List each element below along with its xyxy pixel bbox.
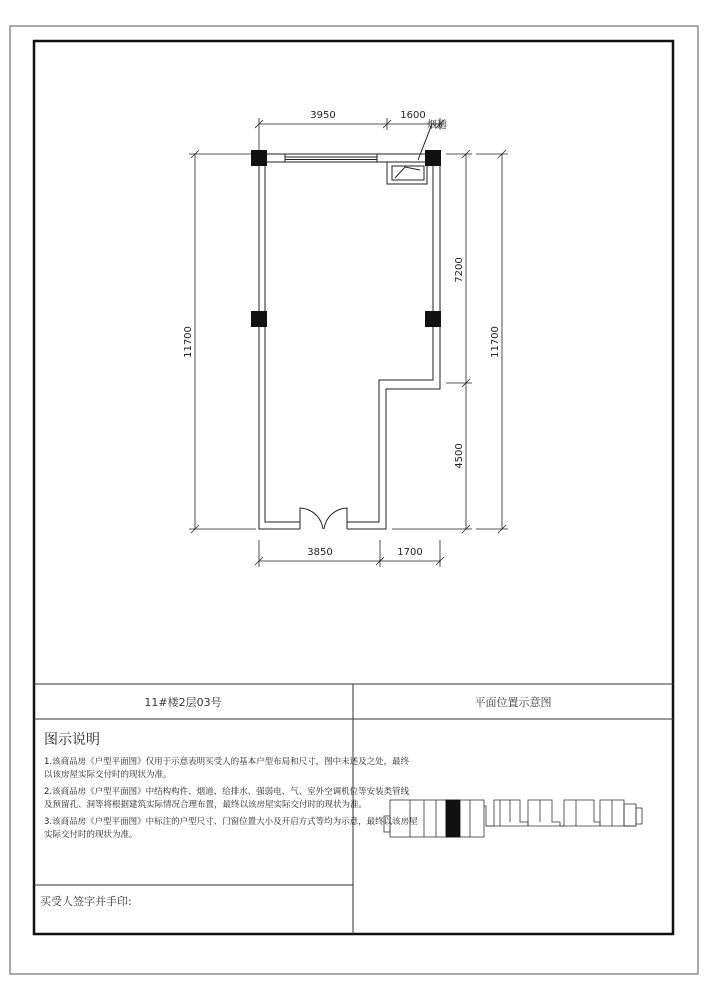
legend-line-3: 2.该商品房《户型平面图》中结构构件、烟道、给排水、强弱电、气、室外空调机位等安装类管线 <box>44 787 410 797</box>
key-plan <box>384 800 642 837</box>
current-unit-marker <box>446 800 460 837</box>
columns <box>251 150 441 327</box>
dim-right-lower: 4500 <box>454 443 465 469</box>
flue-box <box>387 162 427 184</box>
column <box>251 150 267 166</box>
legend-line-4: 及预留孔、洞等将根据建筑实际情况合理布置，最终以该房屋实际交付时的现状为准。 <box>44 800 368 810</box>
entry-door <box>300 508 347 529</box>
signature-label: 买受人签字并手印: <box>40 895 132 908</box>
dim-right-total: 11700 <box>490 326 501 358</box>
legend-line-6: 实际交付时的现状为准。 <box>44 830 138 840</box>
top-window <box>285 154 377 162</box>
dim-left-total: 11700 <box>183 326 194 358</box>
dim-top-left: 3950 <box>310 110 336 121</box>
column <box>251 311 267 327</box>
legend-heading: 图示说明 <box>44 732 100 748</box>
location-title: 平面位置示意图 <box>474 696 552 709</box>
dim-right-upper: 7200 <box>454 257 465 283</box>
inner-wall <box>265 162 433 522</box>
dim-bottom-right: 1700 <box>397 547 423 558</box>
column <box>425 311 441 327</box>
legend-line-1: 1.该商品房《户型平面图》仅用于示意表明买受人的基本户型布局和尺寸，图中未述及之处，最终 <box>44 757 410 767</box>
dim-top-right: 1600 <box>400 110 426 121</box>
column <box>425 150 441 166</box>
legend-line-5: 3.该商品房《户型平面图》中标注的户型尺寸、门窗位置大小及开启方式等均为示意，最终以该房屋 <box>44 817 418 827</box>
legend-line-2: 以该房屋实际交付时的现状为准。 <box>44 770 172 780</box>
dim-bottom-left: 3850 <box>307 547 333 558</box>
unit-title: 11#楼2层03号 <box>144 696 222 709</box>
floor-plan <box>259 124 444 529</box>
outer-wall <box>259 154 440 529</box>
flue-label: 烟道 <box>427 120 447 131</box>
dimension-lines <box>189 118 508 567</box>
